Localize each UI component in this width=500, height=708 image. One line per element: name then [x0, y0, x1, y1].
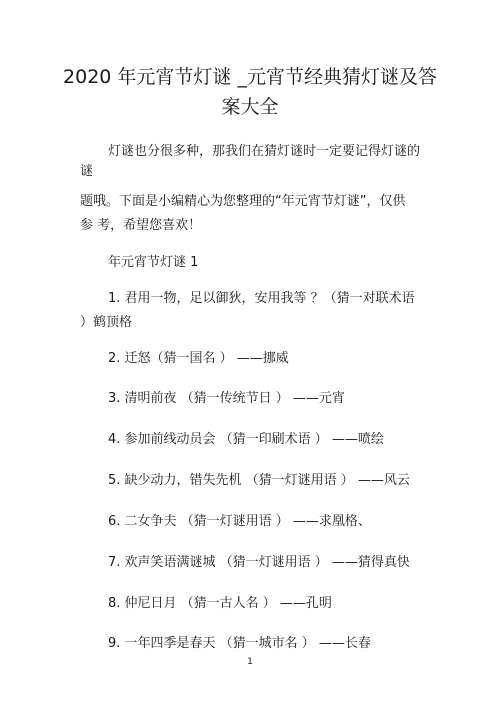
riddle-line: 6. 二女争夫 （猜一灯谜用语 ） ——求凰格、 — [108, 514, 371, 529]
intro-line-2: 谜 — [80, 164, 94, 179]
title-line-2: 案大全 — [221, 96, 279, 118]
riddle-line: 9. 一年四季是春天 （猜一城市名 ） ——长春 — [108, 636, 371, 651]
riddle-line: 7. 欢声笑语满谜城 （猜一灯谜用语 ） ——猜得真快 — [108, 555, 410, 570]
riddle-line: 5. 缺少动力，错失先机 （猜一灯谜用语 ） ——风云 — [108, 473, 410, 488]
intro-line-3: 题哦。下面是小编精心为您整理的“年元宵节灯谜”，仅供 — [80, 194, 406, 209]
title-line-1: 2020 年元宵节灯谜 _元宵节经典猜灯谜及答 — [63, 66, 437, 88]
riddle-line: 2. 迁怒（猜一国名 ） ——挪威 — [108, 351, 289, 366]
riddle-line: 4. 参加前线动员会 （猜一印刷术语 ） ——喷绘 — [108, 432, 384, 447]
riddle-line: 8. 仲尼日月 （猜一古人名 ） ——孔明 — [108, 596, 332, 611]
document-title — [40, 62, 460, 122]
riddle-line: ）鹤顶格 — [80, 315, 133, 330]
riddle-line: 3. 清明前夜 （猜一传统节日 ） ——元宵 — [108, 391, 345, 406]
intro-line-4: 参 考，希望您喜欢！ — [80, 218, 202, 233]
riddle-line: 1. 君用一物，足以御狄，安用我等 ？（猜一对联术语 — [108, 291, 415, 306]
page-number: 1 — [247, 657, 253, 667]
section-heading: 年元宵节灯谜 1 — [108, 255, 199, 270]
intro-line-1: 灯谜也分很多种，那我们在猜灯谜时一定要记得灯谜的 — [108, 144, 421, 159]
